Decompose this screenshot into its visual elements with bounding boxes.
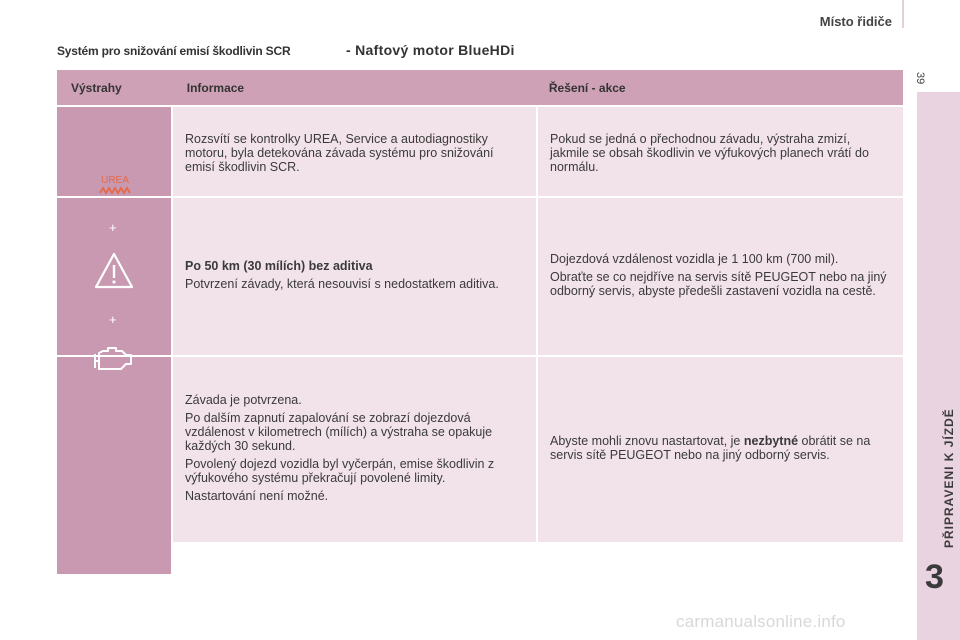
section-title: Systém pro snižování emisí škodlivin SCR xyxy=(57,44,291,58)
action-text: Abyste mohli znovu nastartovat, je nezbytné obrátit se na servis sítě PEUGEOT nebo na jiný odborný servis. xyxy=(550,433,871,462)
page-header-title: Místo řidiče xyxy=(819,14,892,29)
info-text: Povolený dojezd vozidla byl vyčerpán, emise škodlivin z výfukového systému překračují povolené limity. xyxy=(185,456,495,485)
header-information: Informace xyxy=(186,81,245,95)
info-cell xyxy=(173,357,538,542)
action-text: Dojezdová vzdálenost vozidla je 1 100 km (700 mil). xyxy=(550,251,839,266)
action-text: Pokud se jedná o přechodnou závadu, výstraha zmizí, jakmile se obsah škodlivin ve výfukových planech vrátí do normálu. xyxy=(550,132,869,174)
info-text: Nastartování není možné. xyxy=(185,488,329,503)
section-subtitle: - Naftový motor BlueHDi xyxy=(346,42,515,58)
action-cell xyxy=(538,198,903,355)
action-emphasis: nezbytné xyxy=(743,433,799,448)
table-row xyxy=(173,357,903,542)
info-text: Závada je potvrzena. xyxy=(185,392,302,407)
info-bold-text: Po 50 km (30 mílích) bez aditiva xyxy=(185,258,373,273)
page-number: 39 xyxy=(914,72,926,85)
info-text: Rozsvítí se kontrolky UREA, Service a autodiagnostiky motoru, byla detekována závada systému pro snižování emisí škodlivin SCR. xyxy=(185,132,494,174)
chapter-number: 3 xyxy=(925,558,944,596)
plus-sign: + xyxy=(109,220,117,235)
table-row xyxy=(173,198,903,355)
watermark: carmanualsonline.info xyxy=(676,612,846,631)
urea-icon-label: UREA xyxy=(101,175,129,186)
engine-check-icon xyxy=(89,344,139,376)
table-row xyxy=(173,107,903,196)
info-cell xyxy=(173,107,538,196)
info-cell xyxy=(173,198,538,355)
warnings-table xyxy=(57,70,903,574)
header-warnings: Výstrahy xyxy=(71,81,122,95)
action-cell xyxy=(538,357,903,542)
urea-warning-icon xyxy=(97,173,133,197)
info-text: Potvrzení závady, která nesouvisí s nedostatkem aditiva. xyxy=(185,276,499,291)
row-separator xyxy=(57,196,171,198)
info-text: Po dalším zapnutí zapalování se zobrazí dojezdová vzdálenost v kilometrech (mílích) a výstraha se opakuje každých 30 sekund. xyxy=(185,410,493,453)
action-cell xyxy=(538,107,903,196)
header-solution: Řešení - akce xyxy=(548,81,626,95)
warning-triangle-icon xyxy=(93,251,135,291)
table-header xyxy=(57,70,903,105)
action-text: Obraťte se co nejdříve na servis sítě PEUGEOT nebo na jiný odborný servis, abyste předešli zastavení vozidla na cestě. xyxy=(550,269,887,298)
header-divider xyxy=(902,0,904,28)
plus-sign: + xyxy=(109,312,117,327)
warning-icons-column xyxy=(57,107,171,574)
chapter-title: PŘIPRAVENI K JÍZDĚ xyxy=(942,408,956,548)
